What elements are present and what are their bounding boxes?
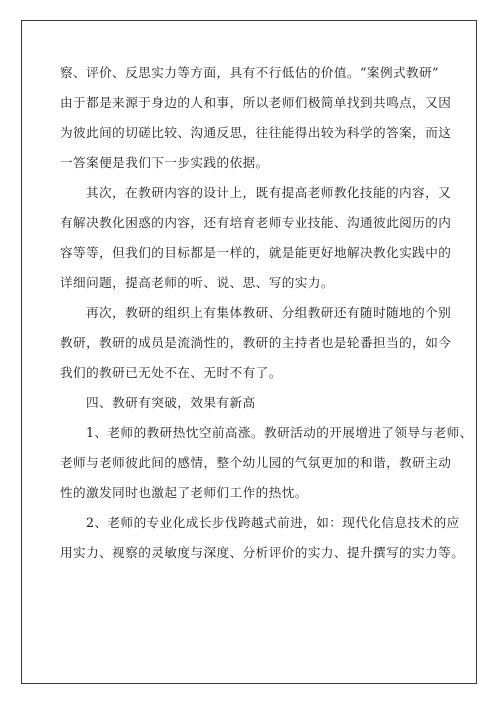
paragraph-case-study-value — [60, 58, 452, 178]
text-line: 容等等，但我们的目标都是一样的，就是能更好地解决教化实践中的 — [60, 245, 452, 260]
text-line: 其次，在教研内容的设计上，既有提高老师教化技能的内容，又 — [86, 185, 452, 200]
text-line: 老师与老师彼此间的感情，整个幼儿园的气氛更加的和谐，教研主动 — [60, 455, 452, 470]
text-line: 1、老师的教研热忱空前高涨。教研活动的开展增进了领导与老师、 — [86, 425, 473, 440]
paragraph-content-design — [60, 178, 452, 298]
text-line: 有解决教化困惑的内容，还有培育老师专业技能、沟通彼此阅历的内 — [60, 215, 452, 230]
document-body — [60, 58, 473, 568]
text-line: 四、教研有突破，效果有新高 — [86, 395, 256, 410]
paragraph-point-2 — [60, 508, 465, 568]
text-line: 再次，教研的组织上有集体教研、分组教研还有随时随地的个别 — [86, 305, 452, 320]
text-line: 性的激发同时也激起了老师们工作的热忱。 — [60, 485, 308, 500]
text-line: 由于都是来源于身边的人和事，所以老师们极简单找到共鸣点，又因 — [60, 95, 452, 110]
text-line: 为彼此间的切磋比较、沟通反思，往往能得出较为科学的答案，而这 — [60, 125, 452, 140]
text-line: 我们的教研已无处不在、无时不有了。 — [60, 365, 282, 380]
section-heading — [60, 388, 444, 418]
text-line: 2、老师的专业化成长步伐跨越式前进，如：现代化信息技术的应 — [86, 515, 460, 530]
paragraph-organization — [60, 298, 452, 388]
text-line: 一答案便是我们下一步实践的依据。 — [60, 155, 269, 170]
text-line: 教研，教研的成员是流淌性的，教研的主持者也是轮番担当的，如今 — [60, 335, 452, 350]
paragraph-point-1 — [60, 418, 473, 508]
text-line: 用实力、视察的灵敏度与深度、分析评价的实力、提升撰写的实力等。 — [60, 545, 465, 560]
text-line: 察、评价、反思实力等方面，具有不行低估的价值。“案例式教研” — [60, 65, 440, 80]
text-line: 详细问题，提高老师的听、说、思、写的实力。 — [60, 275, 334, 290]
